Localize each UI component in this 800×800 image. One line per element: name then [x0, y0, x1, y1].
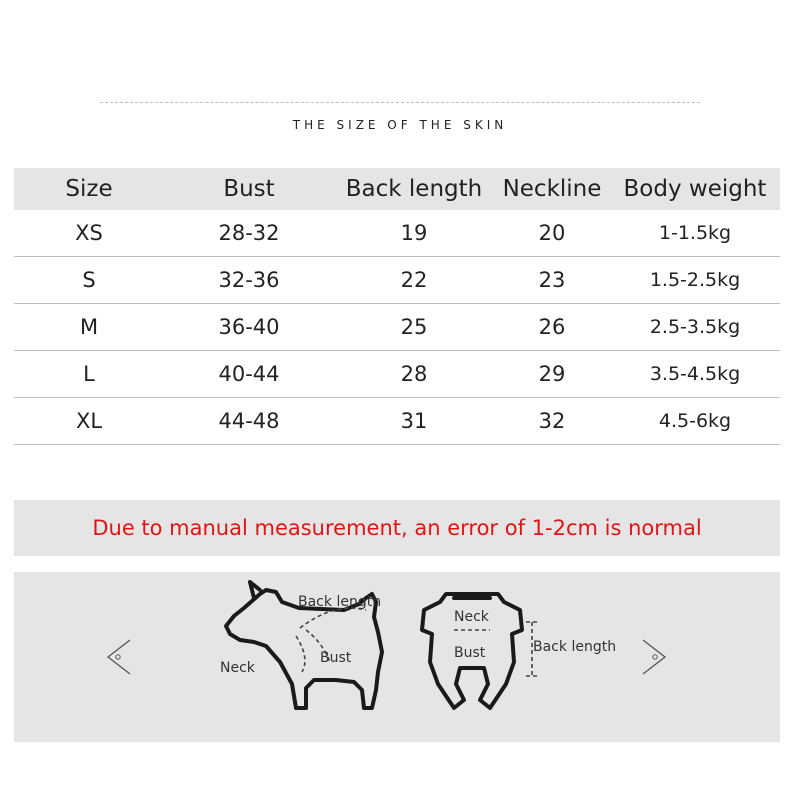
measurement-note [14, 500, 780, 556]
cell-bust: 36-40 [218, 315, 280, 339]
table-row [14, 351, 780, 398]
cell-body-weight: 1.5-2.5kg [649, 269, 741, 291]
table-row [14, 210, 780, 257]
garment-neck-label: Neck [454, 609, 489, 625]
dog-neck-label: Neck [220, 660, 255, 676]
cell-size: XL [75, 409, 103, 433]
cell-back-length: 25 [400, 315, 428, 339]
cell-size: S [82, 268, 96, 292]
cell-bust: 40-44 [218, 362, 280, 386]
measurement-note-text: Due to manual measurement, an error of 1-2cm is normal [92, 516, 702, 540]
chevron-left-icon[interactable] [104, 632, 134, 682]
column-header-neckline: Neckline [502, 176, 602, 202]
cell-bust: 44-48 [218, 409, 280, 433]
garment-back-length-label: Back length [533, 639, 617, 655]
cell-neckline: 23 [538, 268, 566, 292]
table-header [14, 168, 780, 210]
cell-body-weight: 3.5-4.5kg [649, 363, 741, 385]
cell-body-weight: 1-1.5kg [658, 222, 732, 244]
cell-back-length: 31 [400, 409, 428, 433]
column-header-back-length: Back length [345, 176, 483, 202]
garment-bust-label: Bust [454, 645, 486, 661]
measurement-diagram [14, 572, 780, 742]
cell-neckline: 29 [538, 362, 566, 386]
column-header-bust: Bust [223, 176, 275, 202]
dog-back-length-label: Back length [298, 594, 382, 610]
page-title: THE SIZE OF THE SKIN [292, 118, 508, 132]
cell-body-weight: 4.5-6kg [658, 410, 732, 432]
cell-bust: 28-32 [218, 221, 280, 245]
cell-body-weight: 2.5-3.5kg [649, 316, 741, 338]
table-row [14, 398, 780, 445]
table-row [14, 304, 780, 351]
cell-back-length: 22 [400, 268, 428, 292]
cell-size: M [79, 315, 99, 339]
cell-bust: 32-36 [218, 268, 280, 292]
cell-back-length: 28 [400, 362, 428, 386]
cell-size: XS [75, 221, 103, 245]
table-row [14, 257, 780, 304]
divider-dashed [100, 102, 700, 103]
cell-neckline: 26 [538, 315, 566, 339]
column-header-size: Size [65, 176, 113, 202]
cell-size: L [83, 362, 95, 386]
chevron-right-icon[interactable] [639, 632, 669, 682]
cell-neckline: 20 [538, 221, 566, 245]
cell-back-length: 19 [400, 221, 428, 245]
dog-bust-label: Bust [320, 650, 352, 666]
column-header-body-weight: Body weight [623, 176, 767, 202]
size-table [14, 168, 780, 445]
cell-neckline: 32 [538, 409, 566, 433]
